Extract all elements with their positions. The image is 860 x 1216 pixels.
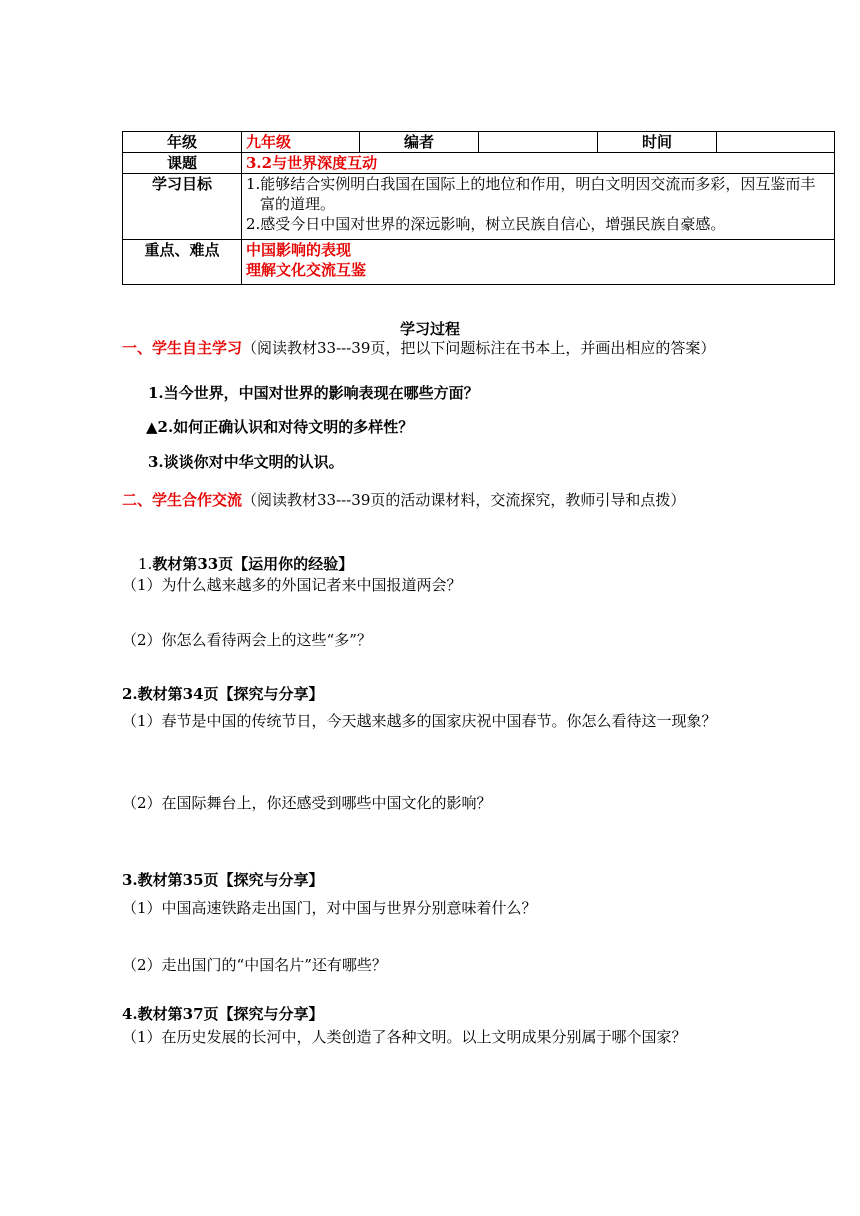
item2-number: 2. <box>122 685 138 703</box>
grade-row <box>123 132 835 153</box>
item3-q1: （1）中国高速铁路走出国门，对中国与世界分别意味着什么？ <box>122 899 537 917</box>
item3-q2: （2）走出国门的“中国名片”还有哪些？ <box>122 956 387 974</box>
keypoints-label: 重点、难点 <box>123 240 242 285</box>
section1-q3: 3.谈谈你对中华文明的认识。 <box>148 453 344 471</box>
time-label: 时间 <box>598 132 717 153</box>
section1-note: （阅读教材33---39页，把以下问题标注在书本上，并画出相应的答案） <box>242 339 716 357</box>
item2-title <box>122 684 742 704</box>
item4-q1: （1）在历史发展的长河中，人类创造了各种文明。以上文明成果分别属于哪个国家？ <box>122 1028 687 1046</box>
item2-q2: （2）在国际舞台上，你还感受到哪些中国文化的影响？ <box>122 794 492 812</box>
grade-value: 九年级 <box>242 132 360 153</box>
editor-value <box>479 132 598 153</box>
item4-title <box>122 1004 742 1024</box>
item1-title <box>138 554 758 574</box>
goals-row <box>123 174 835 240</box>
item3-title-text: 教材第35页【探究与分享】 <box>137 871 324 889</box>
section1-heading: 一、学生自主学习 <box>122 339 243 357</box>
editor-label: 编者 <box>360 132 479 153</box>
section2-intro <box>122 485 742 515</box>
item4-number: 4. <box>122 1005 138 1023</box>
section1-q1: 1.当今世界，中国对世界的影响表现在哪些方面？ <box>148 384 479 402</box>
section1-q2: ▲2.如何正确认识和对待文明的多样性？ <box>146 418 414 436</box>
goals-cell <box>242 174 835 240</box>
section1-intro <box>122 338 742 358</box>
keypoints-row <box>123 240 835 285</box>
process-title: 学习过程 <box>399 320 460 338</box>
topic-row <box>123 153 835 174</box>
item1-number: 1. <box>138 555 153 573</box>
item1-q1: （1）为什么越来越多的外国记者来中国报道两会？ <box>122 576 462 594</box>
lesson-info-table <box>122 131 835 285</box>
item1-title-text: 教材第33页【运用你的经验】 <box>152 555 354 573</box>
item4-title-text: 教材第37页【探究与分享】 <box>137 1005 324 1023</box>
time-value <box>717 132 835 153</box>
goal-1: 1.能够结合实例明白我国在国际上的地位和作用，明白文明因交流而多彩，因互鉴而丰富的道理。 <box>246 175 816 213</box>
topic-value: 3.2与世界深度互动 <box>242 153 835 174</box>
keypoint-1: 中国影响的表现 <box>246 241 352 259</box>
item3-number: 3. <box>122 871 138 889</box>
item2-q1: （1）春节是中国的传统节日，今天越来越多的国家庆祝中国春节。你怎么看待这一现象？ <box>122 712 717 730</box>
grade-label: 年级 <box>123 132 242 153</box>
item2-title-text: 教材第34页【探究与分享】 <box>137 685 324 703</box>
item1-q2: （2）你怎么看待两会上的这些“多”？ <box>122 631 372 649</box>
section2-note: （阅读教材33---39页的活动课材料，交流探究，教师引导和点拨） <box>242 491 686 509</box>
goal-2: 2.感受今日中国对世界的深远影响，树立民族自信心，增强民族自豪感。 <box>246 215 726 233</box>
item3-title <box>122 870 742 890</box>
keypoint-2: 理解文化交流互鉴 <box>246 261 367 279</box>
section2-heading: 二、学生合作交流 <box>122 491 243 509</box>
topic-label: 课题 <box>123 153 242 174</box>
goals-label: 学习目标 <box>123 174 242 240</box>
keypoints-cell <box>242 240 835 285</box>
